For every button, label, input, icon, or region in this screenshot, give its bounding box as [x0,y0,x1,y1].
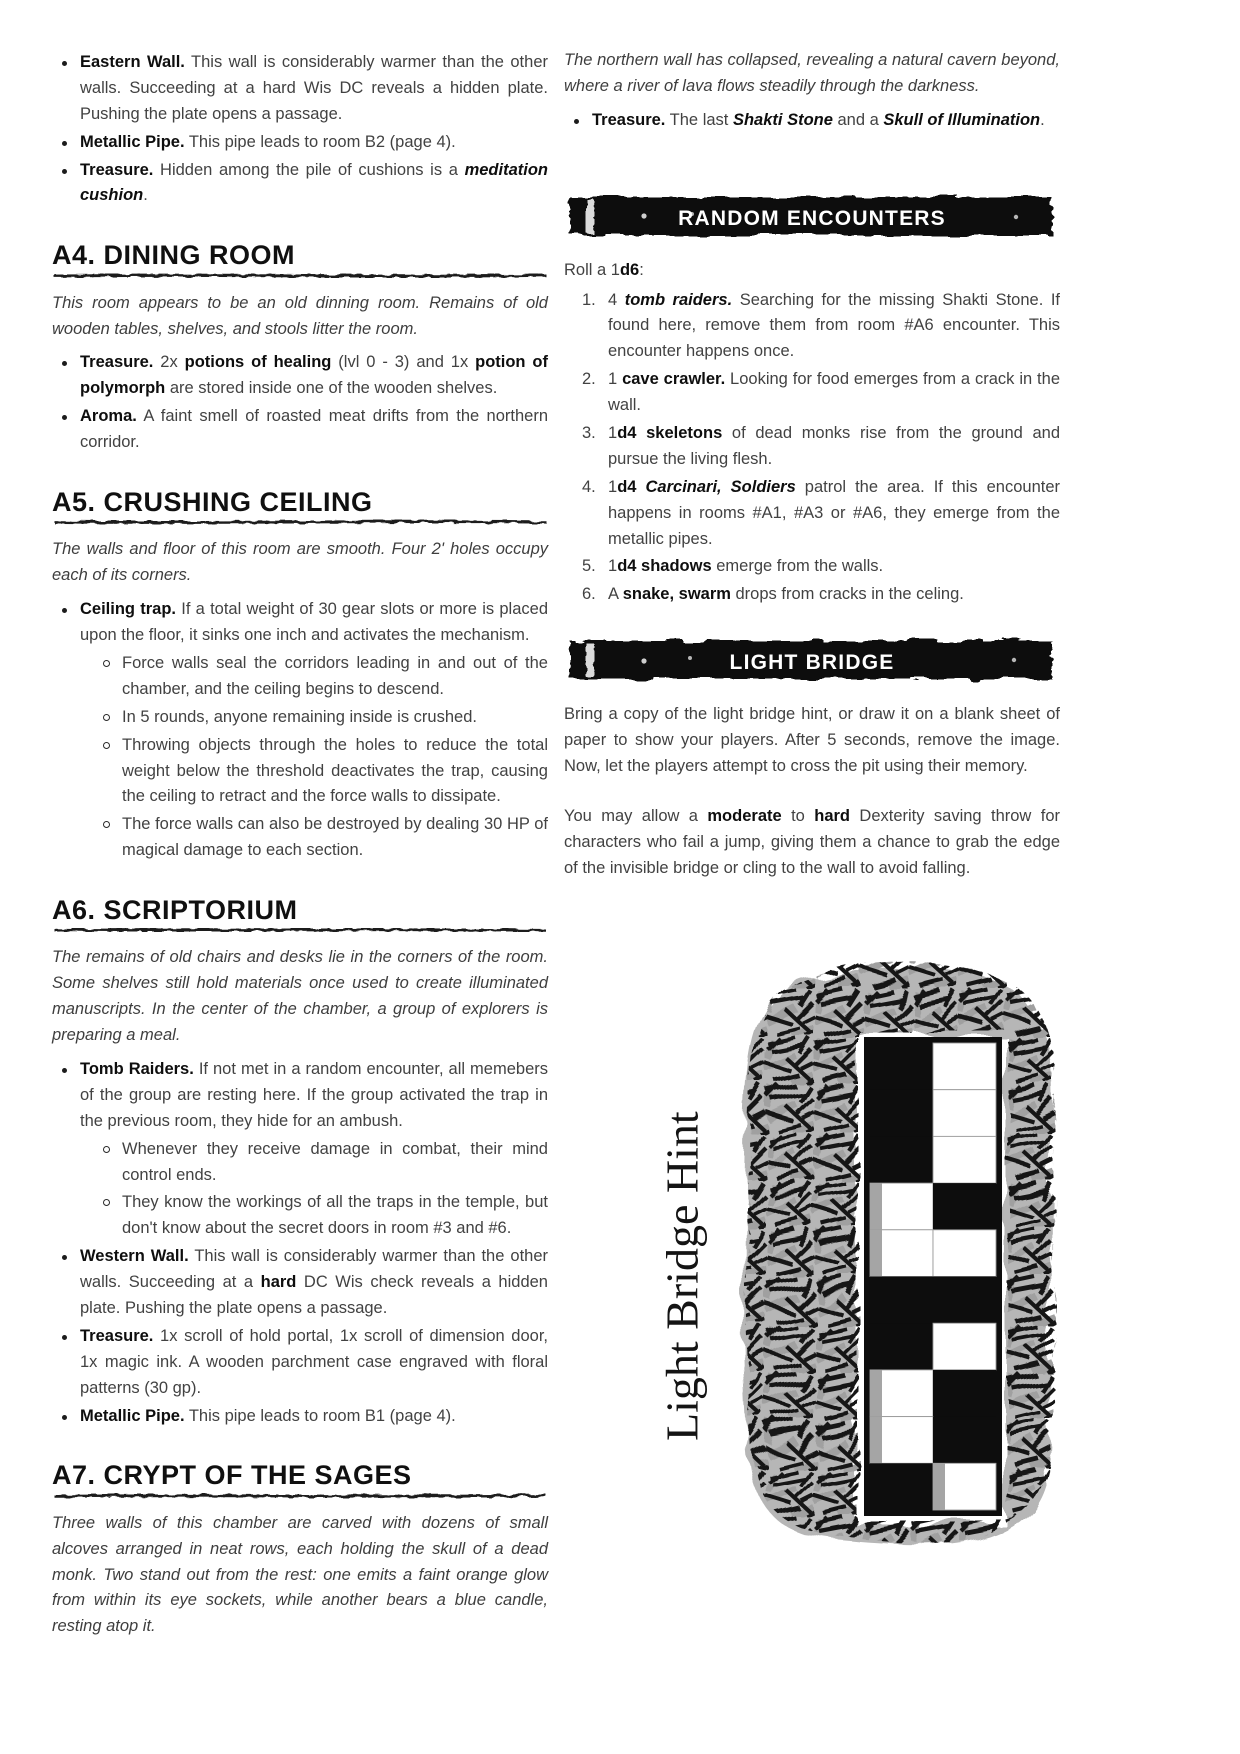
bullet-a6-tomb-raiders: Tomb Raiders. If not met in a random encounter, all memebers of the group are resting here. If the group activated the trap in the previous room, they hide for an ambush. Whenever they receive damage in combat, their mind control ends. They know the workings of all the traps in the temple, but don't know about the secret doors in room #3 and #6. [52,1057,548,1242]
light-bridge-p1: Bring a copy of the light bridge hint, or draw it on a blank sheet of paper to show your players. After 5 seconds, remove the image. Now, let the players attempt to cross the pit using their memory. [564,705,1060,776]
a5-read-aloud: The walls and floor of this room are smooth. Four 2' holes occupy each of its corners. [52,540,548,585]
bullet-metallic-pipe-b2: Metallic Pipe. This pipe leads to room B2 (page 4). [52,130,548,156]
banner-title: LIGHT BRIDGE [729,651,895,675]
encounter-6: 6. A snake, swarm drops from cracks in the celing. [582,585,964,604]
bullet-a6-western-wall: Western Wall. This wall is considerably warmer than the other walls. Succeeding at a hard DC Wis check reveals a hidden plate. Pushing the plate opens a passage. [52,1244,548,1322]
heading-underline [52,925,548,935]
right-column [564,48,1060,892]
encounter-2: 2. 1 cave crawler. Looking for food emerges from a crack in the wall. [582,370,1060,415]
a7-read-aloud: Three walls of this chamber are carved with dozens of small alcoves arranged in neat rows, each holding the skull of a dead monk. Two stand out from the rest: one emits a faint orange glow from within its eye sockets, while another bears a blue candle, resting atop it. [52,1513,548,1636]
sub-know-traps: They know the workings of all the traps in the temple, but don't know about the secret doors in room #3 and #6. [94,1190,548,1242]
section-a4-title: A4. DINING ROOM [52,240,296,271]
light-bridge-p2: You may allow a moderate to hard Dexterity saving throw for characters who fail a jump, giving them a chance to grab the edge of the invisible bridge or cling to the wall to avoid falling. [564,806,1060,877]
sub-throwing-objects: Throwing objects through the holes to reduce the total weight below the threshold deactivates the trap, causing the ceiling to retract and the force walls to dissipate. [94,733,548,811]
section-a5 [52,488,548,864]
sub-force-walls: Force walls seal the corridors leading in and out of the chamber, and the ceiling begins to descend. [94,651,548,703]
left-column [52,48,548,1648]
bullet-treasure-cushion: Treasure. Hidden among the pile of cushions is a meditation cushion. [52,158,548,210]
heading-underline [52,271,548,281]
banner-title: RANDOM ENCOUNTERS [678,206,946,230]
section-a6 [52,896,548,1429]
bullet-a6-metallic-pipe-b1: Metallic Pipe. This pipe leads to room B1 (page 4). [52,1404,548,1430]
section-a7-title: A7. CRYPT OF THE SAGES [52,1460,412,1491]
a8-read-aloud: The northern wall has collapsed, revealing a natural cavern beyond, where a river of lava flows steadily through the darkness. [564,51,1060,95]
section-a7 [52,1461,548,1640]
roll-instruction: Roll a 1d6: [564,260,644,279]
a6-read-aloud: The remains of old chairs and desks lie in the corners of the room. Some shelves still hold materials once used to create illuminated manuscripts. In the center of the chamber, a group of explorers is preparing a meal. [52,948,548,1045]
encounter-4: 4. 1d4 Carcinari, Soldiers patrol the area. If this encounter happens in rooms #A1, #A3 or #A6, they emerge from the metallic pipes. [582,477,1061,548]
bullet-a6-treasure: Treasure. 1x scroll of hold portal, 1x scroll of dimension door, 1x magic ink. A wooden parchment case engraved with floral patterns (30 gp). [52,1324,548,1402]
light-bridge-banner [564,634,1060,686]
bullet-a4-treasure: Treasure. 2x potions of healing (lvl 0 - 3) and 1x potion of polymorph are stored inside one of the wooden shelves. [52,350,548,402]
encounter-1: 1. 4 tomb raiders. Searching for the missing Shakti Stone. If found here, remove them from room #A6 encounter. This encounter happens once. [582,290,1060,361]
section-a4 [52,241,548,456]
checker-cells [870,1043,996,1510]
sub-mind-control: Whenever they receive damage in combat, their mind control ends. [94,1137,548,1189]
bullet-a8-treasure: Treasure. The last Shakti Stone and a Skull of Illumination. [564,108,1060,134]
bullet-a4-aroma: Aroma. A faint smell of roasted meat drifts from the northern corridor. [52,404,548,456]
heading-underline [52,1491,548,1501]
section-a6-title: A6. SCRIPTORIUM [52,895,298,926]
sub-destroy-walls: The force walls can also be destroyed by dealing 30 HP of magical damage to each section. [94,812,548,864]
encounter-3: 3. 1d4 skeletons of dead monks rise from the ground and pursue the living flesh. [582,424,1061,468]
encounter-list [564,288,1060,609]
random-encounters-banner [564,190,1060,242]
heading-underline [52,517,548,527]
light-bridge-hint-label: Light Bridge Hint [656,1111,708,1441]
sub-five-rounds: In 5 rounds, anyone remaining inside is crushed. [94,705,548,731]
bullet-eastern-wall: Eastern Wall. This wall is considerably warmer than the other walls. Succeeding at a hard Wis DC reveals a hidden plate. Pushing the plate opens a passage. [52,50,548,128]
a3-continued-bullets [52,50,548,209]
encounter-5: 5. 1d4 shadows emerge from the walls. [582,557,884,576]
a4-read-aloud: This room appears to be an old dinning room. Remains of old wooden tables, shelves, and stools litter the room. [52,293,548,338]
bullet-a5-ceiling-trap: Ceiling trap. If a total weight of 30 gear slots or more is placed upon the floor, it sinks one inch and activates the mechanism. Force walls seal the corridors leading in and out of the chamber, and the ceiling begins to descend. In 5 rounds, anyone remaining inside is crushed. Throwing objects through the holes to reduce the total weight below the threshold deactivates the trap, causing the ceiling to retract and the force walls to dissipate. The force walls can also be destroyed by dealing 30 HP of magical damage to each section. [52,597,548,864]
light-bridge-hint-figure [718,940,1078,1560]
section-a5-title: A5. CRUSHING CEILING [52,487,373,518]
